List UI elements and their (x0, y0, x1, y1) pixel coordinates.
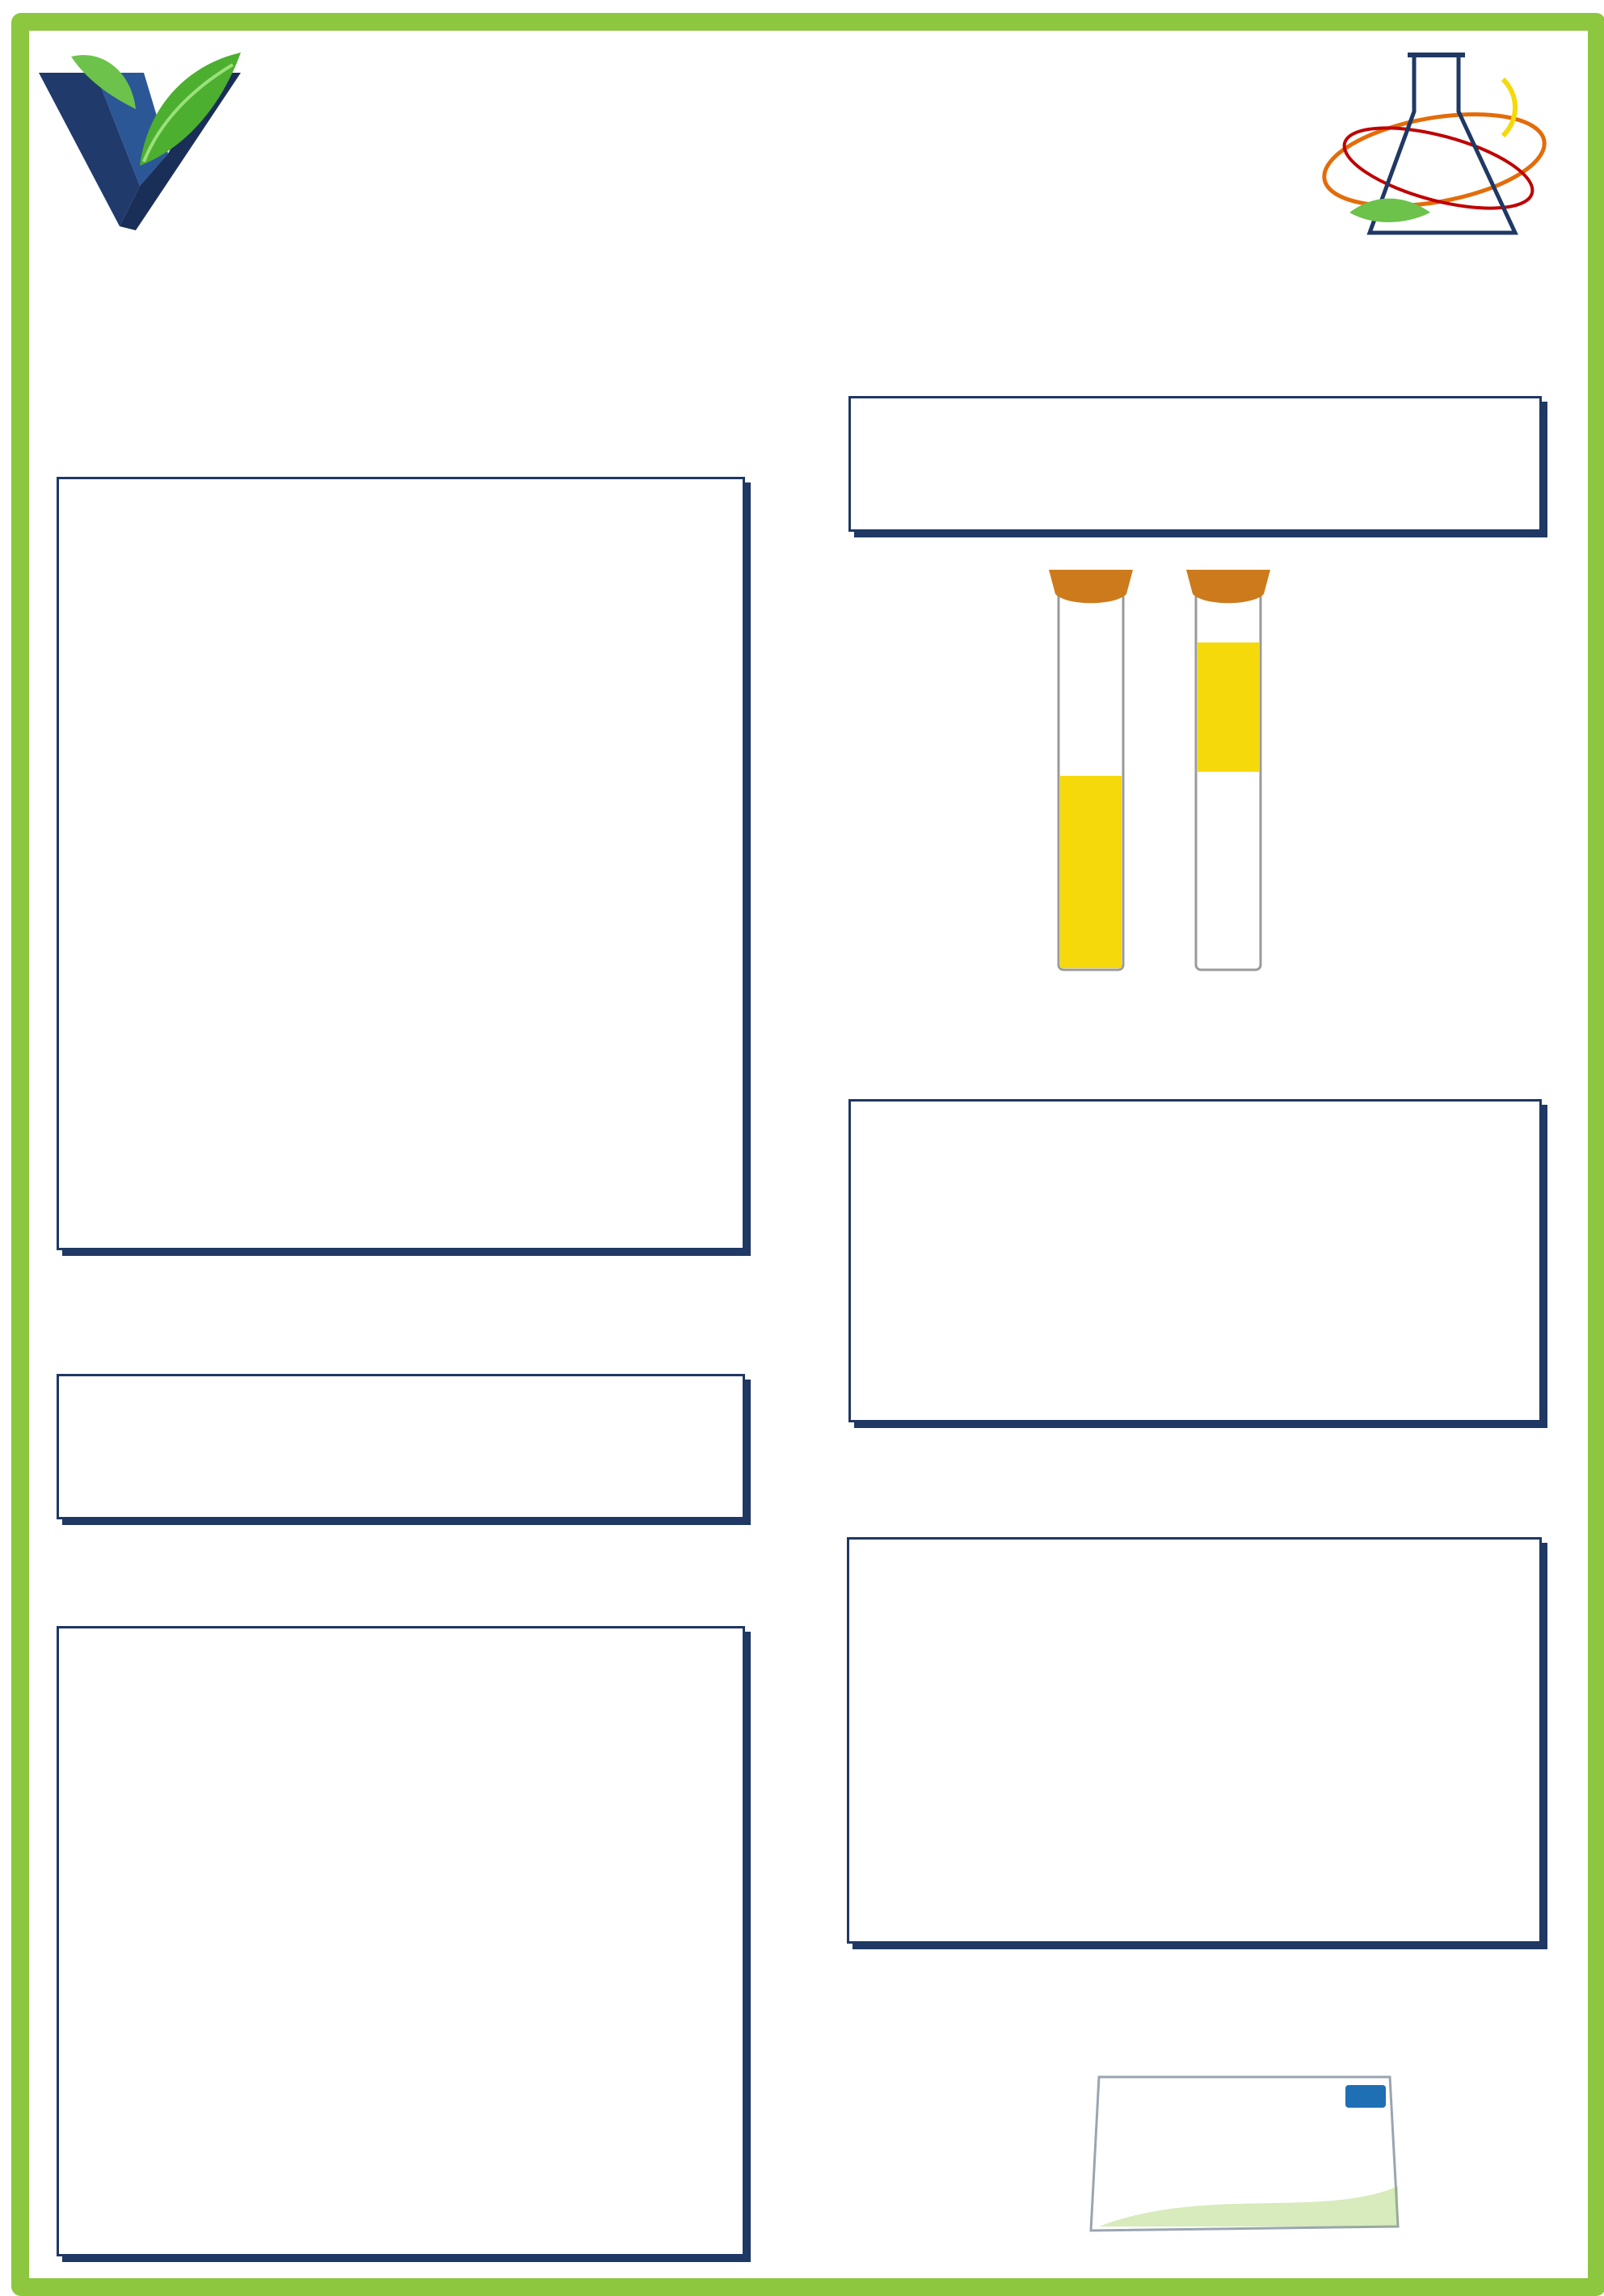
jovem-de-futuro-logo (1083, 2065, 1406, 2239)
conclusion-box (848, 1099, 1542, 1422)
right-cylinder (1186, 570, 1270, 970)
results-box (57, 1626, 745, 2256)
science-flask-logo-icon (1317, 47, 1551, 249)
graduated-cylinders-figure (978, 558, 1358, 978)
references-box (847, 1537, 1542, 1944)
intro-box (57, 477, 745, 1250)
school-logo-icon (39, 48, 241, 230)
results-continuation-box (848, 396, 1542, 532)
materials-box (57, 1374, 745, 1519)
left-cylinder (1049, 570, 1133, 970)
